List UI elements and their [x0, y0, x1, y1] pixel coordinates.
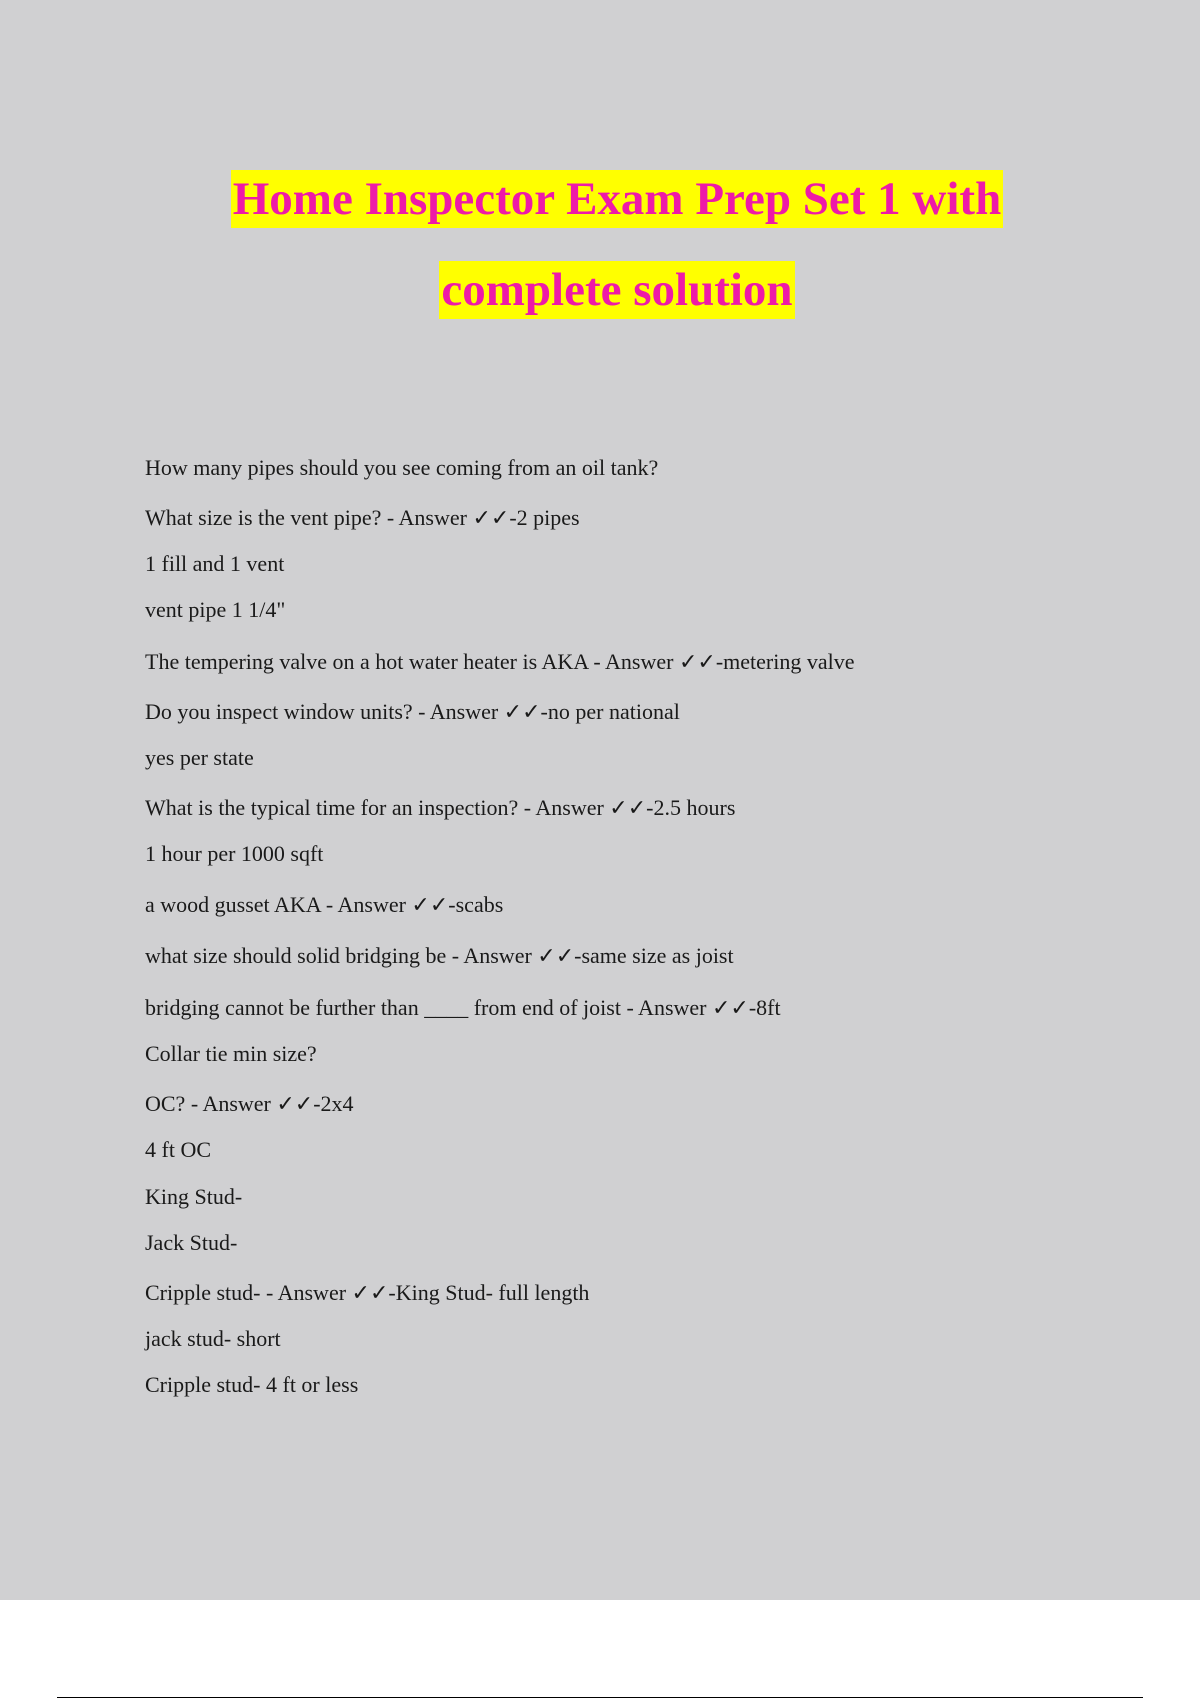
qa-line: 1 fill and 1 vent	[145, 551, 285, 576]
qa-line: Cripple stud- - Answer ✓✓-King Stud- full length	[145, 1280, 590, 1305]
title-line-2: complete solution	[439, 261, 794, 319]
qa-line: vent pipe 1 1/4"	[145, 597, 286, 622]
qa-line: jack stud- short	[145, 1326, 281, 1351]
page-footer	[0, 1600, 1200, 1700]
title-line-1: Home Inspector Exam Prep Set 1 with	[231, 170, 1003, 228]
qa-line: Do you inspect window units? - Answer ✓✓-no per national	[145, 699, 680, 724]
qa-line: What size is the vent pipe? - Answer ✓✓-2 pipes	[145, 505, 580, 530]
qa-line: Jack Stud-	[145, 1230, 238, 1255]
qa-line: How many pipes should you see coming from an oil tank?	[145, 455, 659, 480]
footer-divider	[57, 1697, 1143, 1698]
qa-line: a wood gusset AKA - Answer ✓✓-scabs	[145, 892, 504, 917]
qa-line: The tempering valve on a hot water heater is AKA - Answer ✓✓-metering valve	[145, 649, 855, 674]
qa-line: OC? - Answer ✓✓-2x4	[145, 1091, 354, 1116]
qa-line: yes per state	[145, 745, 254, 770]
qa-line: what size should solid bridging be - Answer ✓✓-same size as joist	[145, 943, 734, 968]
document-title	[0, 170, 1200, 352]
qa-line: King Stud-	[145, 1184, 243, 1209]
qa-line: 1 hour per 1000 sqft	[145, 841, 324, 866]
qa-line: What is the typical time for an inspection? - Answer ✓✓-2.5 hours	[145, 795, 736, 820]
qa-line: 4 ft OC	[145, 1137, 211, 1162]
qa-line: bridging cannot be further than ____ from end of joist - Answer ✓✓-8ft	[145, 995, 781, 1020]
qa-line: Cripple stud- 4 ft or less	[145, 1372, 359, 1397]
qa-line: Collar tie min size?	[145, 1041, 317, 1066]
